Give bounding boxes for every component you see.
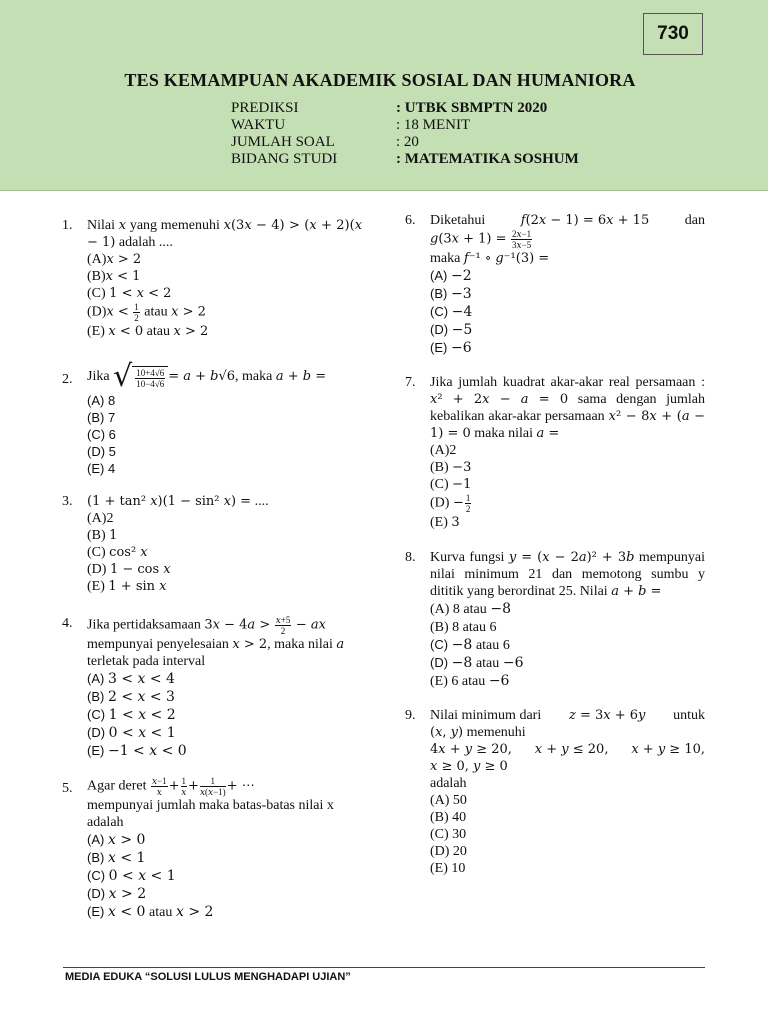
test-meta	[231, 100, 579, 168]
question-5	[62, 776, 362, 921]
option-d: (D) −8 atau −6	[430, 655, 524, 671]
footer-text: MEDIA EDUKA “SOLUSI LULUS MENGHADAPI UJIAN”	[65, 971, 351, 983]
option-b: (B) 2 < 𝑥 < 3	[87, 689, 175, 705]
question-4	[62, 615, 362, 760]
question-number: 9.	[405, 708, 416, 723]
option-c: (C) 30	[430, 827, 467, 842]
option-c: (C) 6	[87, 427, 116, 442]
option-d: (D) −5	[430, 322, 473, 338]
footer-divider	[63, 967, 705, 968]
question-number: 8.	[405, 550, 416, 565]
question-body	[87, 217, 362, 340]
question-body	[430, 374, 705, 531]
meta-row-jumlah-soal	[231, 134, 579, 151]
option-b: (B) 8 atau 6	[430, 620, 497, 635]
option-a: (A)2	[430, 443, 457, 458]
option-d: (D) 20	[430, 844, 467, 859]
option-e: (E) 𝑥 < 0 atau 𝑥 > 2	[87, 904, 214, 920]
question-8	[405, 549, 705, 690]
option-a: (A) 8	[87, 393, 116, 408]
option-c: (C) 0 < 𝑥 < 1	[87, 868, 176, 884]
option-a: (A) 𝑥 > 0	[87, 832, 146, 848]
right-column	[405, 212, 705, 877]
question-text: Kurva fungsi 𝑦 = (𝑥 − 2𝑎)² + 3𝑏 mempunyai nilai minimum 21 dan memotong sumbu y dititik yang berordinat 25. Nilai 𝑎 + 𝑏 =	[430, 550, 705, 599]
option-a: (A) 50	[430, 793, 467, 808]
question-9	[405, 707, 705, 877]
page-title: TES KEMAMPUAN AKADEMIK SOSIAL DAN HUMANIORA	[124, 70, 636, 90]
option-c: (C) 1 < 𝑥 < 2	[87, 707, 176, 723]
option-c: (C) −8 atau 6	[430, 637, 510, 653]
meta-value: : 20	[396, 134, 419, 150]
answer-options	[87, 670, 362, 760]
option-e: (E) 6 atau −6	[430, 673, 510, 689]
option-a: (A) −2	[430, 268, 472, 284]
question-number: 2.	[62, 372, 73, 387]
option-e: (E) 𝑥 < 0 atau 𝑥 > 2	[87, 324, 209, 339]
question-body	[430, 212, 705, 357]
answer-options	[430, 267, 705, 357]
meta-label: WAKTU	[231, 117, 286, 133]
answer-options	[87, 510, 362, 595]
option-d: (D) 0 < 𝑥 < 1	[87, 725, 176, 741]
option-a: (A) 3 < 𝑥 < 4	[87, 671, 175, 687]
header-banner	[0, 0, 768, 191]
option-e: (E) 3	[430, 515, 460, 530]
meta-value: : 18 MENIT	[396, 117, 471, 133]
answer-options	[87, 392, 362, 477]
option-a: (A) 8 atau −8	[430, 601, 512, 617]
question-3	[62, 493, 362, 595]
option-b: (B) −3	[430, 460, 472, 475]
option-d: (D) 1 − cos 𝑥	[87, 562, 171, 577]
option-c: (C) −1	[430, 477, 472, 492]
option-d: (D)𝑥 < $\frac{1}{2}$ atau 𝑥 > 2	[87, 302, 206, 323]
question-body	[430, 549, 705, 690]
option-b: (B) 1	[87, 528, 118, 543]
question-number: 7.	[405, 375, 416, 390]
option-c: (C) cos² 𝑥	[87, 545, 148, 560]
meta-row-bidang-studi	[231, 151, 579, 168]
question-body	[430, 707, 705, 877]
question-text: (1 + tan² 𝑥)(1 − sin² 𝑥) = ....	[87, 494, 269, 509]
question-2	[62, 359, 362, 477]
option-e: (E) −1 < 𝑥 < 0	[87, 743, 187, 759]
question-number: 4.	[62, 616, 73, 631]
question-text: Agar deret $\frac{\text{𝑥−1}}{\text{𝑥}}$ + $\frac{1}{\text{𝑥}}$ + $\frac{1}{\text{𝑥(𝑥−1)}}$ + ⋯ mempunyai jumlah maka batas-batas nilai x adalah	[87, 776, 334, 830]
option-b: (B) 𝑥 < 1	[87, 850, 146, 866]
option-c: (C) 1 < 𝑥 < 2	[87, 286, 172, 301]
option-b: (B) 7	[87, 410, 116, 425]
meta-label: BIDANG STUDI	[231, 151, 338, 167]
meta-label: PREDIKSI	[231, 100, 299, 116]
question-body	[87, 776, 362, 921]
question-text: Nilai 𝑥 yang memenuhi 𝑥(3𝑥 − 4) > (𝑥 + 2)(𝑥 − 1) adalah ....	[87, 218, 363, 250]
question-number: 6.	[405, 213, 416, 228]
option-e: (E) 4	[87, 461, 116, 476]
meta-row-prediksi	[231, 100, 579, 117]
meta-value: : UTBK SBMPTN 2020	[396, 100, 548, 116]
question-text: Jika jumlah kuadrat akar-akar real persamaan : 𝑥² + 2𝑥 − 𝑎 = 0 sama dengan jumlah kebalikan akar-akar persamaan 𝑥² − 8𝑥 + (𝑎 − 1) = 0 maka nilai 𝑎 =	[430, 375, 706, 441]
option-e: (E) 10	[430, 861, 466, 876]
question-body	[87, 615, 362, 760]
answer-options	[87, 251, 362, 340]
test-code-box: 730	[643, 13, 703, 55]
question-text: Jika √ $\frac{10+4√6}{10-4√6}$ = 𝑎 + 𝑏√6, maka 𝑎 + 𝑏 =	[87, 359, 327, 394]
question-text: Nilai minimum dari 𝑧 = 3𝑥 + 6𝑦 untuk (𝑥, 𝑦) memenuhi 4𝑥 + 𝑦 ≥ 20, 𝑥 + 𝑦 ≤ 20, 𝑥 + 𝑦 ≥ 10, 𝑥 ≥ 0, 𝑦 ≥ 0 adalah	[430, 708, 705, 791]
question-number: 3.	[62, 494, 73, 509]
meta-row-waktu	[231, 117, 579, 134]
answer-options	[430, 442, 705, 531]
option-c: (C) −4	[430, 304, 473, 320]
option-d: (D) − $\frac{1}{2}$	[430, 493, 471, 514]
meta-label: JUMLAH SOAL	[231, 134, 335, 150]
answer-options	[430, 792, 705, 877]
option-e: (E) −6	[430, 340, 472, 356]
option-d: (D) 5	[87, 444, 116, 459]
question-text: Jika pertidaksamaan 3𝑥 − 4𝑎 > $\frac{\text{𝑥+5}}{2}$ − 𝑎𝑥 mempunyai penyelesaian 𝑥 > 2, maka nilai 𝑎 terletak pada interval	[87, 615, 345, 669]
question-text: Diketahui 𝑓(2𝑥 − 1) = 6𝑥 + 15 dan 𝑔(3𝑥 + 1) = $\frac{\text{2𝑥−1}}{\text{3𝑥−5}}$ maka 𝑓⁻¹ ∘ 𝑔⁻¹(3) =	[430, 213, 705, 266]
option-a: (A)2	[87, 511, 114, 526]
question-7	[405, 374, 705, 531]
left-column	[62, 217, 362, 921]
question-6	[405, 212, 705, 357]
option-a: (A)𝑥 > 2	[87, 252, 142, 267]
question-number: 5.	[62, 781, 73, 796]
option-b: (B) −3	[430, 286, 472, 302]
answer-options	[430, 600, 705, 690]
option-e: (E) 1 + sin 𝑥	[87, 579, 167, 594]
option-b: (B) 40	[430, 810, 467, 825]
question-body	[87, 359, 362, 477]
question-number: 1.	[62, 218, 73, 233]
question-1	[62, 217, 362, 340]
meta-value: : MATEMATIKA SOSHUM	[396, 151, 579, 167]
option-b: (B)𝑥 < 1	[87, 269, 141, 284]
question-body	[87, 493, 362, 595]
option-d: (D) 𝑥 > 2	[87, 886, 147, 902]
answer-options	[87, 831, 362, 921]
